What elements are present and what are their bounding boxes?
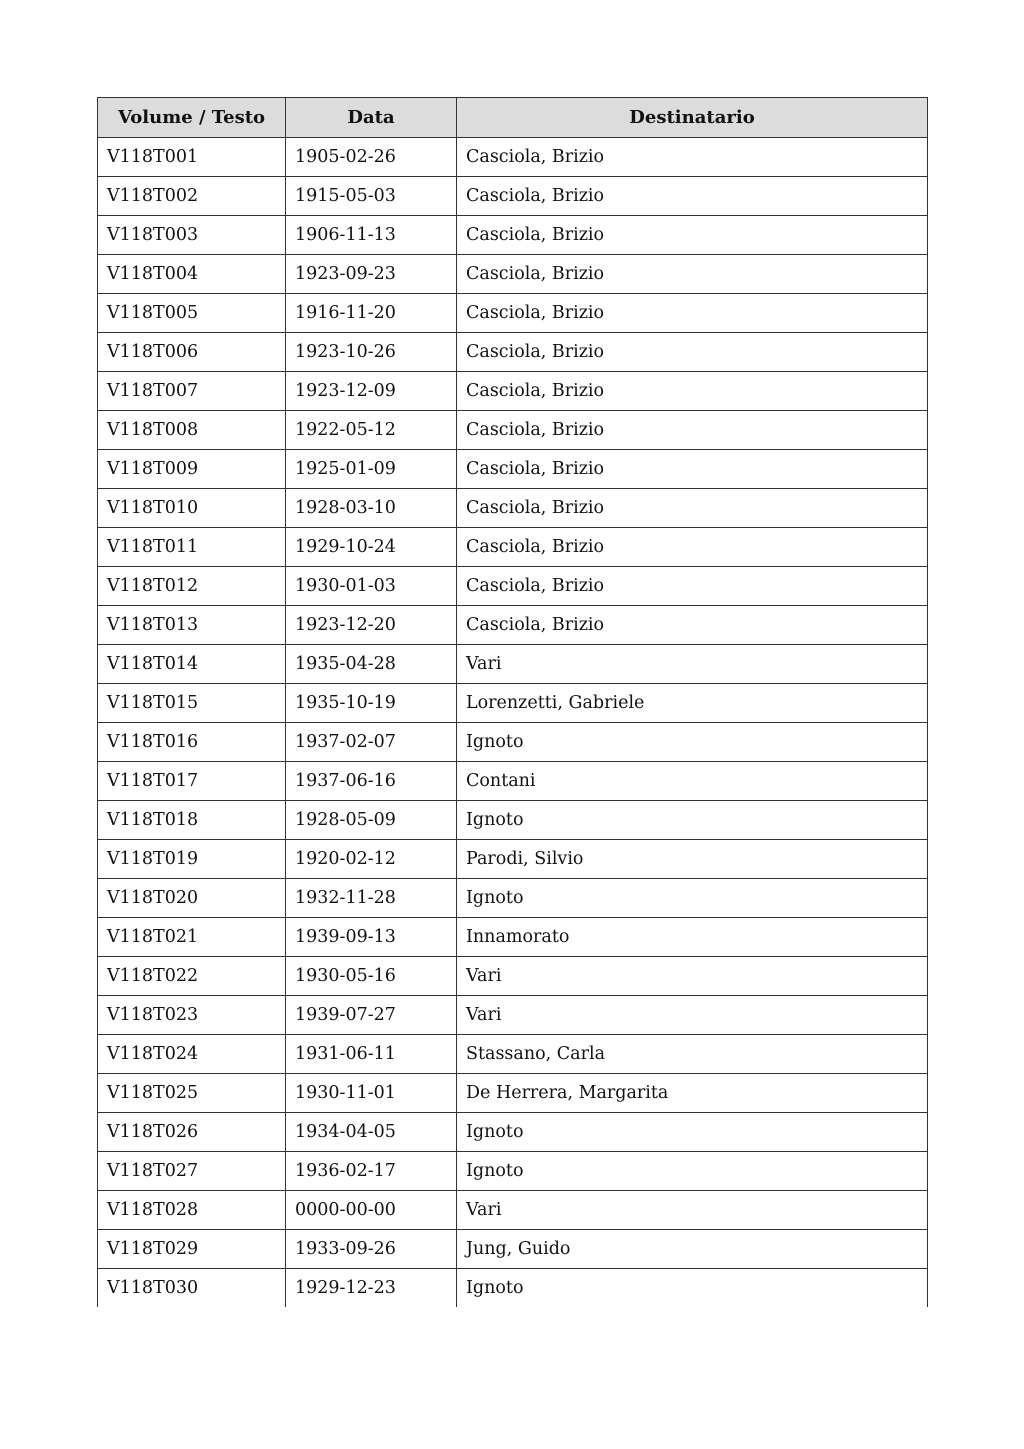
cell-date: 1923-12-20 — [286, 606, 457, 645]
table-row — [98, 684, 928, 723]
cell-volume: V118T026 — [98, 1113, 286, 1152]
cell-volume: V118T017 — [98, 762, 286, 801]
cell-recipient: Vari — [457, 1191, 928, 1230]
cell-date: 0000-00-00 — [286, 1191, 457, 1230]
cell-date: 1930-05-16 — [286, 957, 457, 996]
cell-recipient: Vari — [457, 996, 928, 1035]
cell-recipient: Casciola, Brizio — [457, 489, 928, 528]
cell-recipient: Ignoto — [457, 879, 928, 918]
table-row — [98, 879, 928, 918]
cell-recipient: Stassano, Carla — [457, 1035, 928, 1074]
table-row — [98, 138, 928, 177]
table-row — [98, 216, 928, 255]
table-row — [98, 840, 928, 879]
table-row — [98, 372, 928, 411]
table-row — [98, 1269, 928, 1308]
cell-volume: V118T006 — [98, 333, 286, 372]
cell-date: 1923-09-23 — [286, 255, 457, 294]
letters-table — [97, 97, 928, 1307]
table-row — [98, 1152, 928, 1191]
cell-volume: V118T004 — [98, 255, 286, 294]
table-row — [98, 762, 928, 801]
column-header-date: Data — [286, 98, 457, 138]
cell-recipient: Casciola, Brizio — [457, 528, 928, 567]
cell-volume: V118T029 — [98, 1230, 286, 1269]
cell-recipient: Lorenzetti, Gabriele — [457, 684, 928, 723]
cell-date: 1935-10-19 — [286, 684, 457, 723]
cell-date: 1930-01-03 — [286, 567, 457, 606]
cell-date: 1930-11-01 — [286, 1074, 457, 1113]
cell-volume: V118T010 — [98, 489, 286, 528]
table-row — [98, 489, 928, 528]
cell-recipient: Innamorato — [457, 918, 928, 957]
table-row — [98, 645, 928, 684]
cell-volume: V118T008 — [98, 411, 286, 450]
table-row — [98, 255, 928, 294]
table-row — [98, 918, 928, 957]
cell-recipient: Casciola, Brizio — [457, 177, 928, 216]
cell-recipient: Casciola, Brizio — [457, 138, 928, 177]
cell-volume: V118T028 — [98, 1191, 286, 1230]
cell-volume: V118T021 — [98, 918, 286, 957]
cell-date: 1933-09-26 — [286, 1230, 457, 1269]
cell-volume: V118T005 — [98, 294, 286, 333]
cell-volume: V118T015 — [98, 684, 286, 723]
table-row — [98, 411, 928, 450]
cell-date: 1939-09-13 — [286, 918, 457, 957]
cell-date: 1923-10-26 — [286, 333, 457, 372]
cell-volume: V118T014 — [98, 645, 286, 684]
cell-recipient: De Herrera, Margarita — [457, 1074, 928, 1113]
cell-date: 1928-05-09 — [286, 801, 457, 840]
cell-date: 1923-12-09 — [286, 372, 457, 411]
cell-volume: V118T025 — [98, 1074, 286, 1113]
cell-volume: V118T016 — [98, 723, 286, 762]
table-row — [98, 1113, 928, 1152]
cell-date: 1931-06-11 — [286, 1035, 457, 1074]
cell-volume: V118T023 — [98, 996, 286, 1035]
header-row — [98, 98, 928, 138]
cell-date: 1936-02-17 — [286, 1152, 457, 1191]
cell-date: 1929-10-24 — [286, 528, 457, 567]
cell-recipient: Casciola, Brizio — [457, 216, 928, 255]
cell-date: 1905-02-26 — [286, 138, 457, 177]
cell-volume: V118T001 — [98, 138, 286, 177]
table-body — [98, 138, 928, 1308]
cell-date: 1922-05-12 — [286, 411, 457, 450]
cell-recipient: Casciola, Brizio — [457, 255, 928, 294]
cell-volume: V118T009 — [98, 450, 286, 489]
cell-volume: V118T003 — [98, 216, 286, 255]
table-row — [98, 177, 928, 216]
cell-volume: V118T011 — [98, 528, 286, 567]
cell-date: 1935-04-28 — [286, 645, 457, 684]
table-row — [98, 294, 928, 333]
cell-date: 1916-11-20 — [286, 294, 457, 333]
cell-recipient: Vari — [457, 957, 928, 996]
cell-volume: V118T027 — [98, 1152, 286, 1191]
cell-recipient: Ignoto — [457, 1113, 928, 1152]
table-row — [98, 1191, 928, 1230]
cell-recipient: Casciola, Brizio — [457, 567, 928, 606]
cell-volume: V118T030 — [98, 1269, 286, 1308]
cell-recipient: Casciola, Brizio — [457, 372, 928, 411]
cell-date: 1920-02-12 — [286, 840, 457, 879]
table-row — [98, 996, 928, 1035]
cell-date: 1939-07-27 — [286, 996, 457, 1035]
cell-recipient: Contani — [457, 762, 928, 801]
cell-date: 1934-04-05 — [286, 1113, 457, 1152]
cell-date: 1937-06-16 — [286, 762, 457, 801]
cell-volume: V118T018 — [98, 801, 286, 840]
cell-recipient: Casciola, Brizio — [457, 450, 928, 489]
cell-recipient: Parodi, Silvio — [457, 840, 928, 879]
cell-recipient: Casciola, Brizio — [457, 333, 928, 372]
cell-volume: V118T024 — [98, 1035, 286, 1074]
cell-volume: V118T022 — [98, 957, 286, 996]
table-row — [98, 333, 928, 372]
cell-recipient: Casciola, Brizio — [457, 411, 928, 450]
table-row — [98, 450, 928, 489]
table-row — [98, 957, 928, 996]
cell-volume: V118T002 — [98, 177, 286, 216]
cell-volume: V118T013 — [98, 606, 286, 645]
table-row — [98, 1074, 928, 1113]
cell-recipient: Ignoto — [457, 1269, 928, 1308]
cell-recipient: Ignoto — [457, 723, 928, 762]
table-row — [98, 606, 928, 645]
cell-date: 1915-05-03 — [286, 177, 457, 216]
cell-date: 1929-12-23 — [286, 1269, 457, 1308]
column-header-recipient: Destinatario — [457, 98, 928, 138]
cell-volume: V118T012 — [98, 567, 286, 606]
table-header — [98, 98, 928, 138]
cell-recipient: Ignoto — [457, 1152, 928, 1191]
table-row — [98, 723, 928, 762]
column-header-volume: Volume / Testo — [98, 98, 286, 138]
cell-recipient: Ignoto — [457, 801, 928, 840]
cell-volume: V118T020 — [98, 879, 286, 918]
table-row — [98, 528, 928, 567]
cell-date: 1925-01-09 — [286, 450, 457, 489]
table-row — [98, 567, 928, 606]
cell-recipient: Jung, Guido — [457, 1230, 928, 1269]
table-row — [98, 1230, 928, 1269]
cell-date: 1932-11-28 — [286, 879, 457, 918]
table-row — [98, 1035, 928, 1074]
cell-recipient: Vari — [457, 645, 928, 684]
cell-recipient: Casciola, Brizio — [457, 294, 928, 333]
cell-volume: V118T007 — [98, 372, 286, 411]
cell-recipient: Casciola, Brizio — [457, 606, 928, 645]
cell-volume: V118T019 — [98, 840, 286, 879]
table-row — [98, 801, 928, 840]
cell-date: 1928-03-10 — [286, 489, 457, 528]
cell-date: 1906-11-13 — [286, 216, 457, 255]
cell-date: 1937-02-07 — [286, 723, 457, 762]
